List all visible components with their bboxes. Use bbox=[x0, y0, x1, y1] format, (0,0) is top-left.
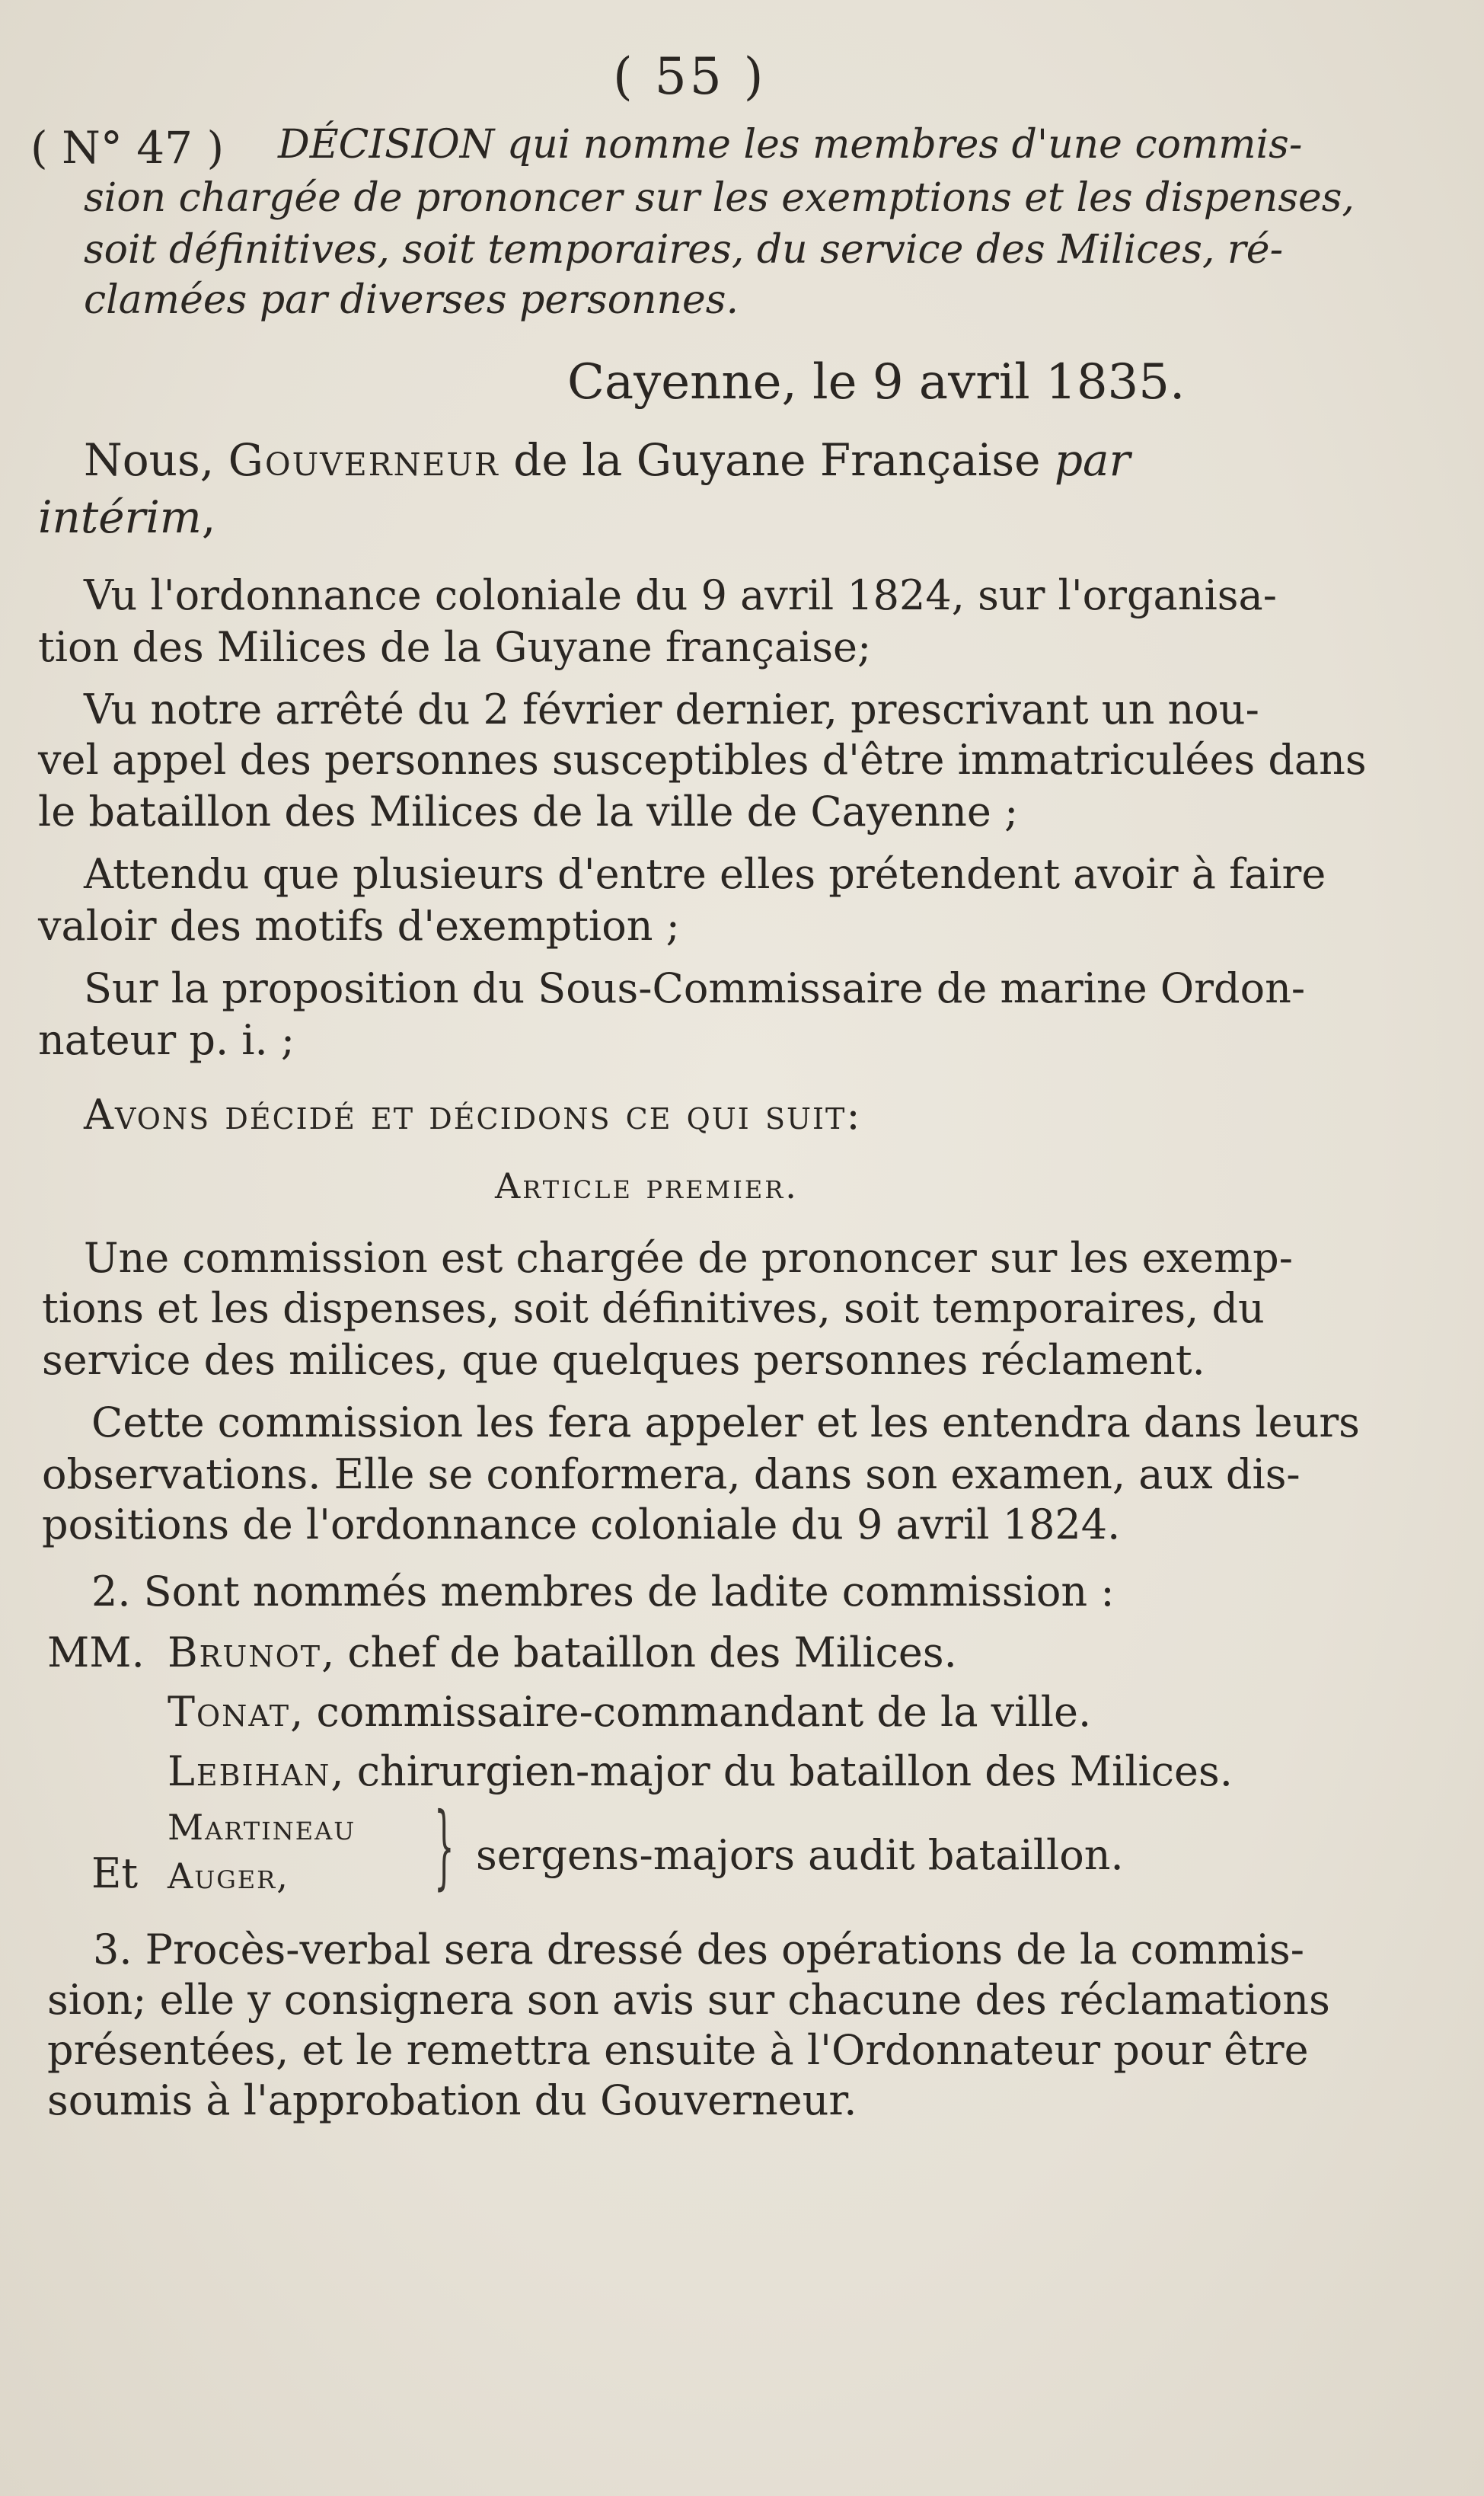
group-role: sergens-majors audit bataillon. bbox=[476, 1831, 1124, 1879]
art3-line2: sion; elle y consignera son avis sur chacune des réclamations bbox=[47, 1976, 1330, 2024]
heading-line-2: sion chargée de prononcer sur les exemptions et les dispenses, bbox=[84, 175, 1355, 221]
member-role: , chirurgien-major du bataillon des Milices. bbox=[330, 1747, 1233, 1795]
intro-line-1 bbox=[84, 434, 1130, 486]
art1-para2-line1: Cette commission les fera appeler et les entendra dans leurs bbox=[91, 1398, 1360, 1446]
art1-para1-line2: tions et les dispenses, soit définitives, soit temporaires, du bbox=[42, 1284, 1265, 1332]
intro-start: Nous, bbox=[84, 434, 228, 486]
art2-intro: 2. Sont nommés membres de ladite commission : bbox=[91, 1568, 1115, 1616]
mm-label: MM. bbox=[47, 1628, 145, 1676]
curly-brace-icon: } bbox=[434, 1794, 455, 1900]
title-governor: Gouverneur bbox=[228, 434, 499, 486]
para-1-line-1: Vu l'ordonnance coloniale du 9 avril 1824, sur l'organisa- bbox=[84, 571, 1277, 619]
para-4-line-2: nateur p. i. ; bbox=[38, 1016, 295, 1064]
para-4-line-1: Sur la proposition du Sous-Commissaire de marine Ordon- bbox=[84, 964, 1306, 1012]
member-name: Brunot bbox=[168, 1628, 322, 1676]
member-martineau: Martineau bbox=[168, 1807, 356, 1848]
member-name: Tonat bbox=[168, 1688, 291, 1736]
para-3-line-2: valoir des motifs d'exemption ; bbox=[38, 902, 680, 950]
member-name: Auger bbox=[168, 1855, 277, 1897]
article-heading: Article premier. bbox=[495, 1165, 799, 1206]
member-comma: , bbox=[276, 1855, 289, 1897]
heading-line-1: DÉCISION qui nomme les membres d'une commis- bbox=[278, 122, 1303, 168]
place-date: Cayenne, le 9 avril 1835. bbox=[567, 354, 1186, 411]
member-auger bbox=[168, 1855, 289, 1897]
decision-number: ( N° 47 ) bbox=[30, 122, 225, 174]
intro-end: de la Guyane Française bbox=[499, 434, 1055, 486]
page-number: ( 55 ) bbox=[613, 47, 767, 106]
art3-line3: présentées, et le remettra ensuite à l'Ordonnateur pour être bbox=[47, 2026, 1309, 2074]
para-2-line-3: le bataillon des Milices de la ville de Cayenne ; bbox=[38, 788, 1019, 836]
member-role: , commissaire-commandant de la ville. bbox=[290, 1688, 1092, 1736]
para-2-line-1: Vu notre arrêté du 2 février dernier, prescrivant un nou- bbox=[84, 686, 1259, 733]
decision-line: Avons décidé et décidons ce qui suit: bbox=[84, 1091, 862, 1139]
art1-para2-line3: positions de l'ordonnance coloniale du 9 avril 1824. bbox=[42, 1500, 1121, 1548]
art1-para2-line2: observations. Elle se conformera, dans son examen, aux dis- bbox=[42, 1450, 1300, 1498]
art1-para1-line1: Une commission est chargée de prononcer sur les exemp- bbox=[84, 1234, 1293, 1282]
art3-line1: 3. Procès-verbal sera dressé des opérations de la commis- bbox=[93, 1926, 1304, 1973]
intro-line-2 bbox=[38, 491, 215, 543]
art1-para1-line3: service des milices, que quelques personnes réclament. bbox=[42, 1336, 1205, 1384]
et-label: Et bbox=[91, 1849, 139, 1897]
member-name: Lebihan bbox=[168, 1747, 331, 1795]
intro-italic: par bbox=[1054, 434, 1131, 486]
para-2-line-2: vel appel des personnes susceptibles d'être immatriculées dans bbox=[38, 736, 1367, 784]
heading-line-3: soit définitives, soit temporaires, du service des Milices, ré- bbox=[84, 227, 1284, 273]
art3-line4: soumis à l'approbation du Gouverneur. bbox=[47, 2076, 857, 2124]
intro-comma: , bbox=[201, 491, 216, 543]
member-role: , chef de bataillon des Milices. bbox=[321, 1628, 957, 1676]
para-3-line-1: Attendu que plusieurs d'entre elles prétendent avoir à faire bbox=[84, 850, 1326, 898]
member-brunot bbox=[168, 1628, 957, 1676]
heading-line-4: clamées par diverses personnes. bbox=[84, 277, 739, 323]
interim-italic: intérim bbox=[38, 491, 202, 543]
para-1-line-2: tion des Milices de la Guyane française; bbox=[38, 623, 872, 671]
member-tonat bbox=[168, 1688, 1091, 1736]
member-lebihan bbox=[168, 1747, 1233, 1795]
